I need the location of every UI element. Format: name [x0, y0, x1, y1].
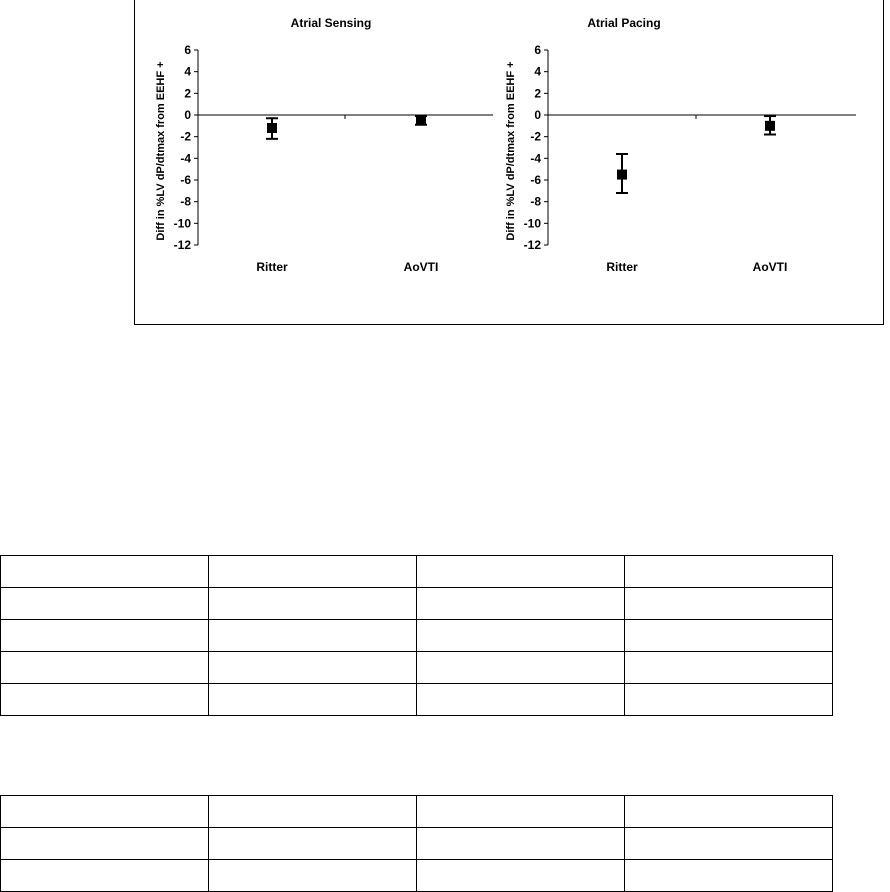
- table-cell: [1, 860, 209, 892]
- table-row: [1, 652, 833, 684]
- table-cell: [625, 828, 833, 860]
- y-tick-label: 2: [184, 86, 191, 101]
- table-cell: [417, 588, 625, 620]
- table-row: [1, 796, 833, 828]
- y-tick-label: 0: [184, 108, 191, 122]
- y-tick-label: -12: [523, 238, 541, 252]
- empty-table-2: [0, 795, 833, 892]
- x-category-label: AoVTI: [752, 260, 788, 274]
- table-cell: [1, 684, 209, 716]
- y-axis-label: Diff in %LV dP/dtmax from EEHF +: [155, 61, 167, 241]
- table-cell: [1, 828, 209, 860]
- data-point: [267, 123, 277, 133]
- y-tick-label: -8: [180, 194, 191, 209]
- table-row: [1, 684, 833, 716]
- table-cell: [417, 556, 625, 588]
- panel-title: Atrial Pacing: [587, 16, 661, 30]
- data-point: [765, 121, 775, 131]
- chart-svg: [135, 0, 885, 325]
- y-tick-label: -6: [530, 173, 541, 187]
- y-tick-label: -6: [180, 173, 191, 187]
- x-categories: [606, 260, 787, 274]
- table-cell: [209, 684, 417, 716]
- y-tick-label: 4: [184, 64, 191, 79]
- table-cell: [625, 652, 833, 684]
- table-cell: [417, 652, 625, 684]
- table-cell: [209, 556, 417, 588]
- table-cell: [209, 588, 417, 620]
- y-tick-label: 4: [534, 64, 541, 79]
- y-ticks: [174, 43, 493, 252]
- table-cell: [625, 620, 833, 652]
- table-cell: [1, 620, 209, 652]
- x-category-label: Ritter: [606, 260, 638, 274]
- y-tick-label: 6: [534, 43, 541, 57]
- x-categories: [256, 260, 438, 274]
- empty-table-1: [0, 555, 833, 716]
- panel-atrial-pacing: [505, 16, 856, 274]
- table-cell: [625, 556, 833, 588]
- table-cell: [625, 588, 833, 620]
- table-cell: [1, 556, 209, 588]
- table-cell: [1, 796, 209, 828]
- y-ticks: [524, 43, 856, 252]
- table-row: [1, 588, 833, 620]
- table-cell: [1, 588, 209, 620]
- y-tick-label: -10: [173, 216, 191, 231]
- table-row: [1, 620, 833, 652]
- data-point: [617, 170, 627, 180]
- table-row: [1, 828, 833, 860]
- y-tick-label: -2: [180, 129, 191, 144]
- y-tick-label: -4: [530, 151, 541, 166]
- x-category-label: Ritter: [256, 260, 288, 274]
- table-cell: [625, 684, 833, 716]
- data-point: [416, 115, 426, 125]
- table-cell: [209, 796, 417, 828]
- y-axis-label: Diff in %LV dP/dtmax from EEHF +: [505, 61, 517, 241]
- table-row: [1, 860, 833, 892]
- panel-atrial-sensing: [155, 16, 493, 274]
- table-cell: [417, 796, 625, 828]
- table-cell: [625, 796, 833, 828]
- y-tick-label: -12: [173, 238, 191, 252]
- y-tick-label: -10: [523, 216, 541, 231]
- y-tick-label: 6: [184, 43, 191, 57]
- y-tick-label: 0: [534, 108, 541, 122]
- y-tick-label: 2: [534, 86, 541, 101]
- table-row: [1, 556, 833, 588]
- y-tick-label: -4: [180, 151, 191, 166]
- x-category-label: AoVTI: [403, 260, 439, 274]
- data-marks: [266, 115, 427, 138]
- data-marks: [616, 116, 776, 193]
- table-cell: [209, 860, 417, 892]
- table-cell: [1, 652, 209, 684]
- table-cell: [209, 828, 417, 860]
- y-tick-label: -8: [530, 194, 541, 209]
- table-cell: [417, 860, 625, 892]
- table-cell: [209, 652, 417, 684]
- y-tick-label: -2: [530, 129, 541, 144]
- panel-title: Atrial Sensing: [290, 16, 372, 30]
- table-cell: [417, 684, 625, 716]
- chart-figure: [134, 0, 884, 325]
- table-cell: [417, 620, 625, 652]
- table-cell: [417, 828, 625, 860]
- table-cell: [625, 860, 833, 892]
- table-cell: [209, 620, 417, 652]
